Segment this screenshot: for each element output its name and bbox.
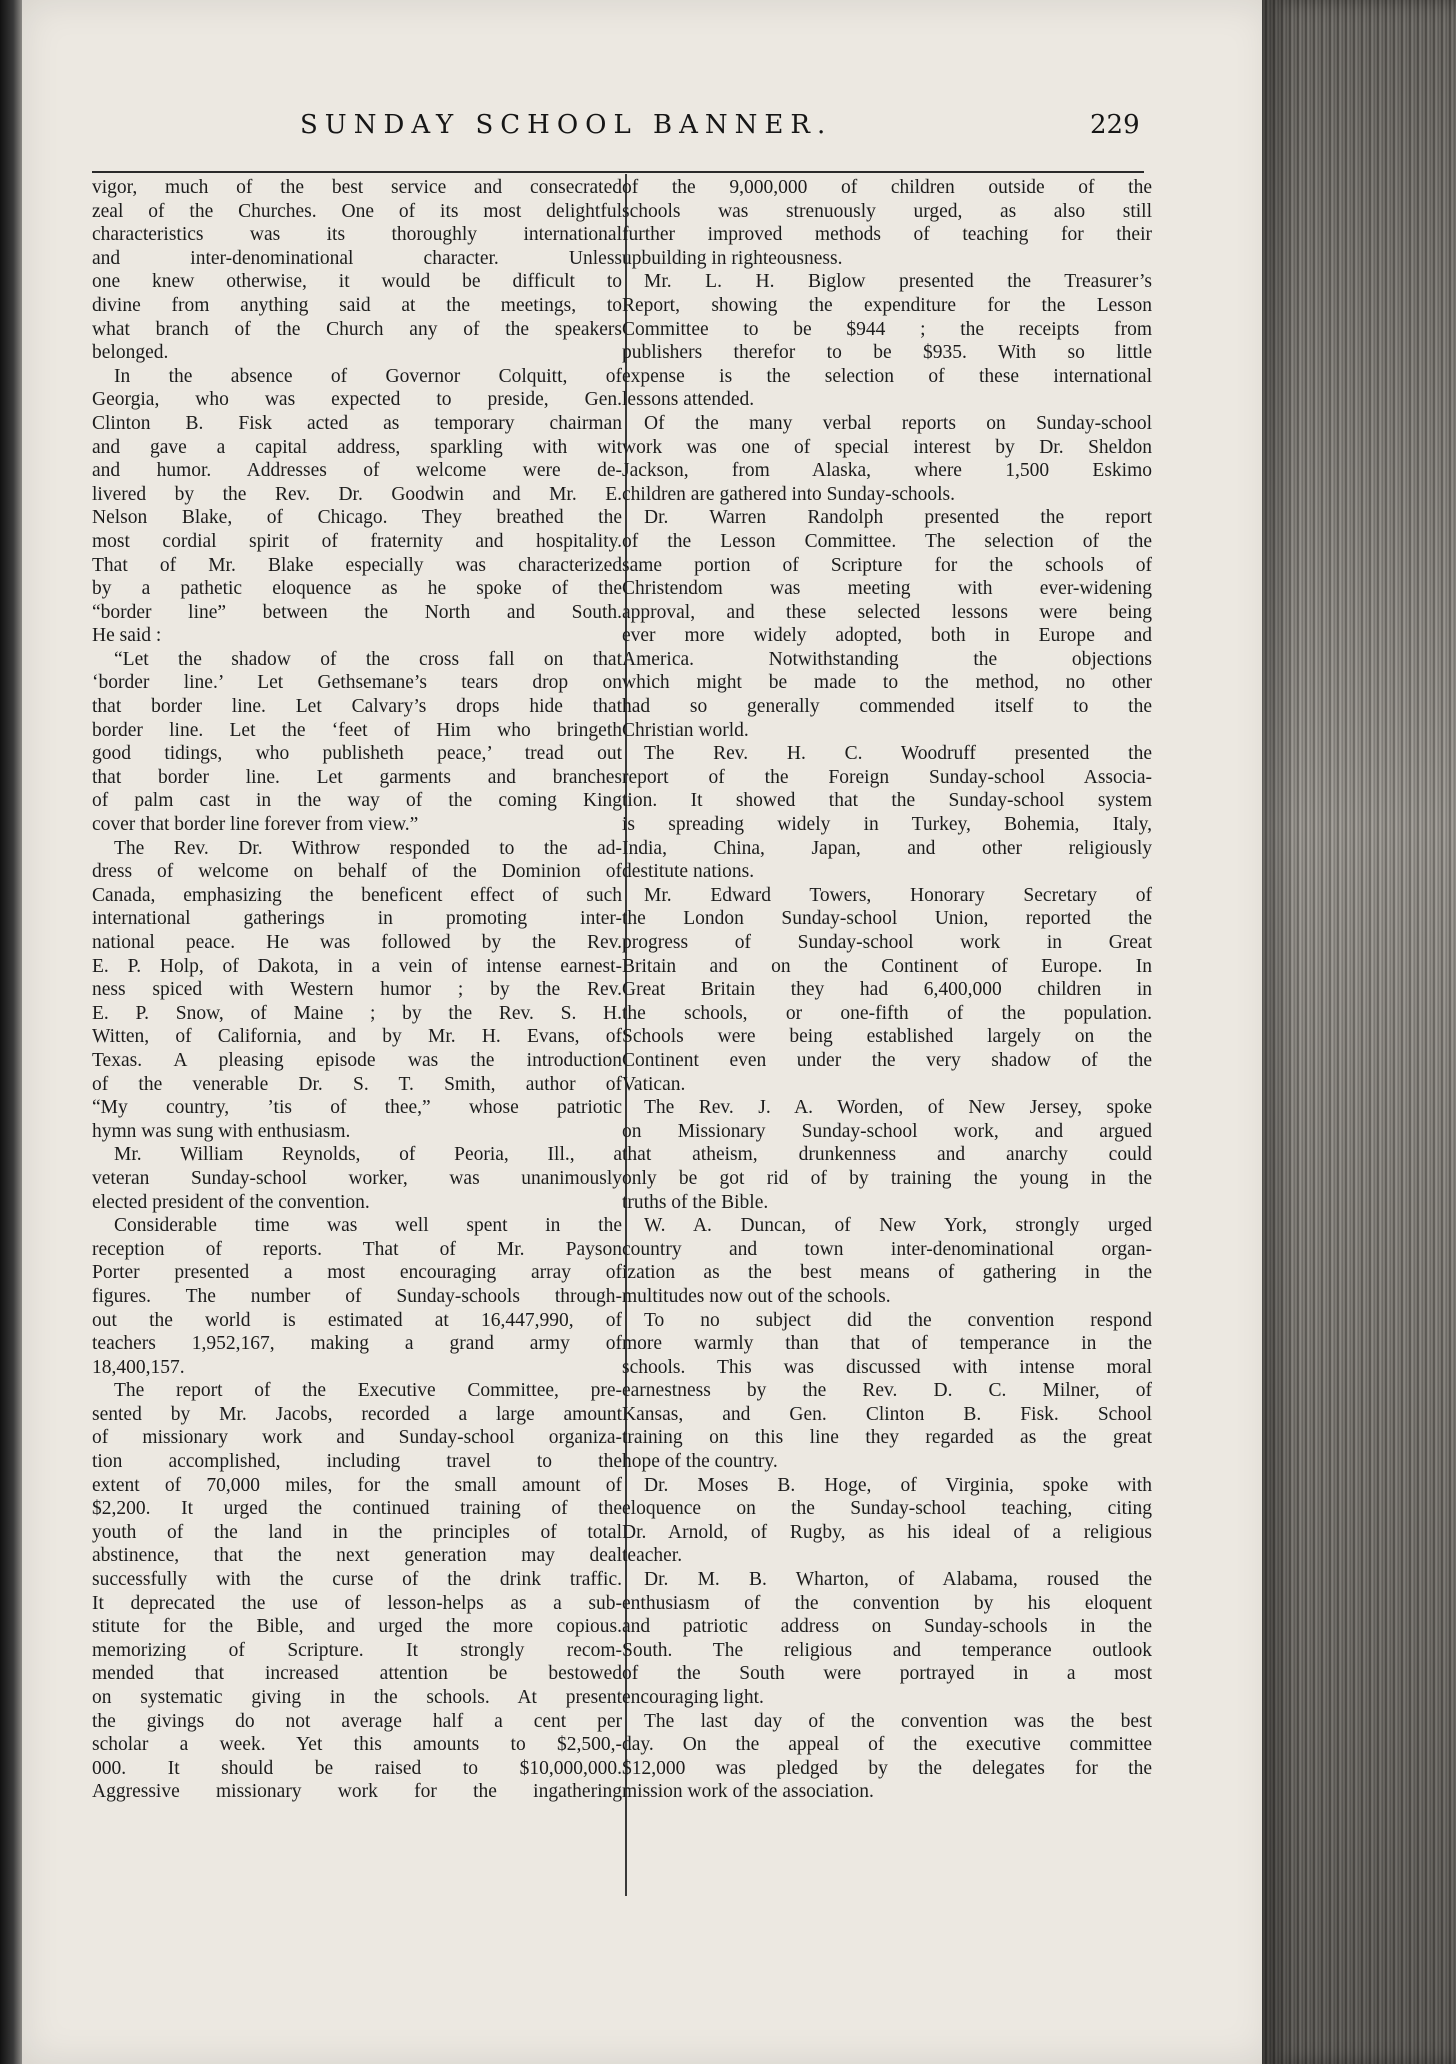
text-line: Committee to be $944 ; the receipts from <box>622 318 1152 340</box>
text-line: the givings do not average half a cent per <box>92 1710 622 1732</box>
text-line: good tidings, who publisheth peace,’ tread out <box>92 743 622 765</box>
text-line: schools. This was discussed with intense moral <box>622 1356 1152 1378</box>
text-line: “Let the shadow of the cross fall on that <box>114 648 622 670</box>
text-line: Mr. Edward Towers, Honorary Secretary of <box>644 884 1152 906</box>
text-line: vigor, much of the best service and consecrated <box>92 177 622 198</box>
text-line: Canada, emphasizing the beneficent effect of such <box>92 884 622 906</box>
text-line: Christendom was meeting with ever-widening <box>622 578 1152 600</box>
text-line: In the absence of Governor Colquitt, of <box>114 365 622 387</box>
text-line: national peace. He was followed by the Rev. <box>92 932 622 953</box>
text-line: publishers therefor to be $935. With so little <box>622 342 1152 364</box>
text-line: enthusiasm of the convention by his eloquent <box>622 1592 1152 1614</box>
running-head: SUNDAY SCHOOL BANNER. <box>300 110 833 140</box>
text-line: of palm cast in the way of the coming King <box>92 790 622 812</box>
text-line: “My country, ’tis of thee,” whose patriotic <box>92 1097 622 1119</box>
text-line: by a pathetic eloquence as he spoke of the <box>92 578 622 600</box>
text-line: of the venerable Dr. S. T. Smith, author of <box>92 1073 622 1095</box>
text-line: characteristics was its thoroughly international <box>92 224 622 246</box>
text-line: sented by Mr. Jacobs, recorded a large amount <box>92 1403 622 1425</box>
text-line: ness spiced with Western humor ; by the Rev. <box>92 979 622 1001</box>
right-column <box>622 176 1152 1804</box>
text-line: belonged. <box>92 342 169 364</box>
text-line: on Missionary Sunday-school work, and argued <box>622 1120 1152 1142</box>
text-line: He said : <box>92 625 162 647</box>
text-line: Nelson Blake, of Chicago. They breathed the <box>92 507 622 529</box>
text-line: upbuilding in righteousness. <box>622 247 843 269</box>
text-line: and humor. Addresses of welcome were de- <box>92 460 622 482</box>
text-line: Britain and on the Continent of Europe. In <box>622 955 1152 977</box>
text-line: Clinton B. Fisk acted as temporary chairman <box>92 412 622 434</box>
text-line: progress of Sunday-school work in Great <box>622 932 1152 953</box>
book-page-edges-shading <box>1262 0 1456 2064</box>
text-line: The Rev. H. C. Woodruff presented the <box>644 743 1152 765</box>
text-line: report of the Foreign Sunday-school Associa- <box>622 766 1152 788</box>
text-line: W. A. Duncan, of New York, strongly urged <box>644 1215 1152 1237</box>
text-line: Texas. A pleasing episode was the introduction <box>92 1049 622 1071</box>
text-line: cover that border line forever from view.” <box>92 814 419 836</box>
text-line: The last day of the convention was the best <box>644 1710 1152 1732</box>
text-line: memorizing of Scripture. It strongly recom- <box>92 1639 622 1661</box>
text-line: eloquence on the Sunday-school teaching, citing <box>622 1498 1152 1520</box>
text-line: out the world is estimated at 16,447,990, of <box>92 1309 622 1331</box>
text-line: That of Mr. Blake especially was characterized <box>92 554 622 576</box>
text-line: $2,200. It urged the continued training of the <box>92 1498 622 1520</box>
text-line: Vatican. <box>622 1073 686 1095</box>
text-line: Witten, of California, and by Mr. H. Evans, of <box>92 1026 622 1048</box>
page-number: 229 <box>1090 110 1140 140</box>
text-line: “border line” between the North and South. <box>92 601 622 623</box>
text-line: of the Lesson Committee. The selection of the <box>622 530 1152 552</box>
text-line: on systematic giving in the schools. At present <box>92 1687 622 1708</box>
text-line: livered by the Rev. Dr. Goodwin and Mr. E. <box>92 483 622 505</box>
text-line: expense is the selection of these international <box>622 365 1152 387</box>
text-line: extent of 70,000 miles, for the small amount of <box>92 1474 622 1496</box>
text-line: that border line. Let Calvary’s drops hide that <box>92 696 622 718</box>
book-gutter-shadow <box>0 0 22 2064</box>
text-line: Mr. William Reynolds, of Peoria, Ill., a <box>114 1144 622 1166</box>
text-line: India, China, Japan, and other religiously <box>622 837 1152 859</box>
text-line: and patriotic address on Sunday-schools in the <box>622 1616 1152 1638</box>
text-line: Dr. Warren Randolph presented the report <box>644 507 1152 529</box>
text-line: Kansas, and Gen. Clinton B. Fisk. School <box>622 1403 1152 1425</box>
left-column <box>92 176 622 1804</box>
text-line: that border line. Let garments and branches <box>92 766 622 788</box>
text-line: Considerable time was well spent in the <box>114 1215 622 1237</box>
text-line: more warmly than that of temperance in the <box>622 1333 1152 1355</box>
text-line: and inter-denominational character. Unless <box>92 247 622 269</box>
text-line: Aggressive missionary work for the ingathering <box>92 1781 622 1803</box>
text-line: figures. The number of Sunday-schools through- <box>92 1285 622 1307</box>
text-line: earnestness by the Rev. D. C. Milner, of <box>622 1380 1152 1402</box>
text-line: zeal of the Churches. One of its most delightful <box>92 200 622 222</box>
text-line: veteran Sunday-school worker, was unanimously <box>92 1167 622 1189</box>
text-line: that atheism, drunkenness and anarchy could <box>622 1144 1152 1166</box>
text-line: Of the many verbal reports on Sunday-school <box>644 412 1152 434</box>
text-line: Dr. Moses B. Hoge, of Virginia, spoke with <box>644 1474 1152 1496</box>
text-line: mission work of the association. <box>622 1781 874 1803</box>
text-line: ization as the best means of gathering in the <box>622 1262 1152 1284</box>
header-rule <box>92 171 1144 173</box>
text-line: tion. It showed that the Sunday-school system <box>622 790 1152 812</box>
text-line: truths of the Bible. <box>622 1191 769 1213</box>
text-line: scholar a week. Yet this amounts to $2,500,- <box>92 1734 622 1756</box>
text-line: which might be made to the method, no other <box>622 672 1152 694</box>
text-line: day. On the appeal of the executive committee <box>622 1734 1152 1756</box>
text-line: Dr. M. B. Wharton, of Alabama, roused the <box>644 1569 1152 1591</box>
text-line: mended that increased attention be bestowed <box>92 1663 622 1685</box>
text-line: border line. Let the ‘feet of Him who bringeth <box>92 719 622 741</box>
text-line: 000. It should be raised to $10,000,000. <box>92 1757 622 1779</box>
text-line: Jackson, from Alaska, where 1,500 Eskimo <box>622 460 1152 482</box>
text-line: divine from anything said at the meetings, to <box>92 294 622 316</box>
text-line: children are gathered into Sunday-schools. <box>622 483 956 505</box>
text-line: 18,400,157. <box>92 1356 185 1378</box>
text-line: $12,000 was pledged by the delegates for the <box>622 1757 1152 1779</box>
text-line: ‘border line.’ Let Gethsemane’s tears drop on <box>92 672 622 694</box>
text-line: reception of reports. That of Mr. Payson <box>92 1238 622 1260</box>
text-line: had so generally commended itself to the <box>622 696 1152 718</box>
text-line: The Rev. J. A. Worden, of New Jersey, spoke <box>644 1097 1152 1119</box>
text-line: America. Notwithstanding the objections <box>622 648 1152 670</box>
text-line: Report, showing the expenditure for the Lesson <box>622 294 1152 316</box>
text-line: only be got rid of by training the young in the <box>622 1167 1152 1189</box>
text-line: hope of the country. <box>622 1451 778 1473</box>
text-line: schools was strenuously urged, as also still <box>622 200 1152 222</box>
text-line: of the South were portrayed in a most <box>622 1663 1152 1685</box>
text-line: hymn was sung with enthusiasm. <box>92 1120 351 1142</box>
text-line: destitute nations. <box>622 861 755 883</box>
text-line: ever more widely adopted, both in Europe and <box>622 625 1152 647</box>
text-line: Great Britain they had 6,400,000 children in <box>622 979 1152 1001</box>
text-line: work was one of special interest by Dr. Sheldon <box>622 436 1152 458</box>
text-line: multitudes now out of the schools. <box>622 1285 891 1307</box>
text-line: most cordial spirit of fraternity and hospitality. <box>92 530 622 552</box>
text-line: is spreading widely in Turkey, Bohemia, Italy, <box>622 814 1152 836</box>
text-line: and gave a capital address, sparkling with wit <box>92 436 622 458</box>
text-line: It deprecated the use of lesson-helps as a sub- <box>92 1592 622 1614</box>
text-line: E. P. Holp, of Dakota, in a vein of intense earnest- <box>92 955 622 977</box>
text-line: approval, and these selected lessons were being <box>622 601 1152 623</box>
text-line: country and town inter-denominational organ- <box>622 1238 1152 1260</box>
text-line: dress of welcome on behalf of the Dominion of <box>92 861 622 883</box>
text-line: the London Sunday-school Union, reported the <box>622 908 1152 930</box>
text-line: international gatherings in promoting inter- <box>92 908 622 930</box>
text-line: To no subject did the convention respond <box>644 1309 1152 1331</box>
text-line: Schools were being established largely on the <box>622 1026 1152 1048</box>
text-line: Christian world. <box>622 719 749 741</box>
text-line: The report of the Executive Committee, pre- <box>114 1380 622 1402</box>
text-line: the schools, or one-fifth of the population. <box>622 1002 1152 1024</box>
text-line: Porter presented a most encouraging array of <box>92 1262 622 1284</box>
text-line: further improved methods of teaching for their <box>622 224 1152 246</box>
text-line: stitute for the Bible, and urged the more copious. <box>92 1616 622 1638</box>
text-line: what branch of the Church any of the speakers <box>92 318 622 340</box>
text-line: training on this line they regarded as the great <box>622 1427 1152 1449</box>
text-line: youth of the land in the principles of total <box>92 1521 622 1543</box>
text-line: Continent even under the very shadow of the <box>622 1049 1152 1071</box>
text-line: one knew otherwise, it would be difficult to <box>92 271 622 293</box>
text-line: E. P. Snow, of Maine ; by the Rev. S. H. <box>92 1002 622 1024</box>
text-line: Mr. L. H. Biglow presented the Treasurer’s <box>644 271 1152 293</box>
text-line: encouraging light. <box>622 1687 764 1708</box>
text-line: teachers 1,952,167, making a grand army of <box>92 1333 622 1355</box>
text-line: of missionary work and Sunday-school organiza- <box>92 1427 622 1449</box>
text-line: Dr. Arnold, of Rugby, as his ideal of a religious <box>622 1521 1152 1543</box>
text-line: lessons attended. <box>622 389 755 411</box>
text-line: South. The religious and temperance outlook <box>622 1639 1152 1661</box>
text-line: teacher. <box>622 1545 683 1567</box>
text-line: elected president of the convention. <box>92 1191 370 1213</box>
text-line: Georgia, who was expected to preside, Gen. <box>92 389 622 411</box>
text-line: successfully with the curse of the drink traffic. <box>92 1569 622 1591</box>
text-line: abstinence, that the next generation may deal <box>92 1545 622 1567</box>
text-line: of the 9,000,000 of children outside of the <box>622 177 1152 198</box>
text-line: same portion of Scripture for the schools of <box>622 554 1152 576</box>
text-line: The Rev. Dr. Withrow responded to the ad- <box>114 837 622 859</box>
text-line: tion accomplished, including travel to the <box>92 1451 622 1473</box>
